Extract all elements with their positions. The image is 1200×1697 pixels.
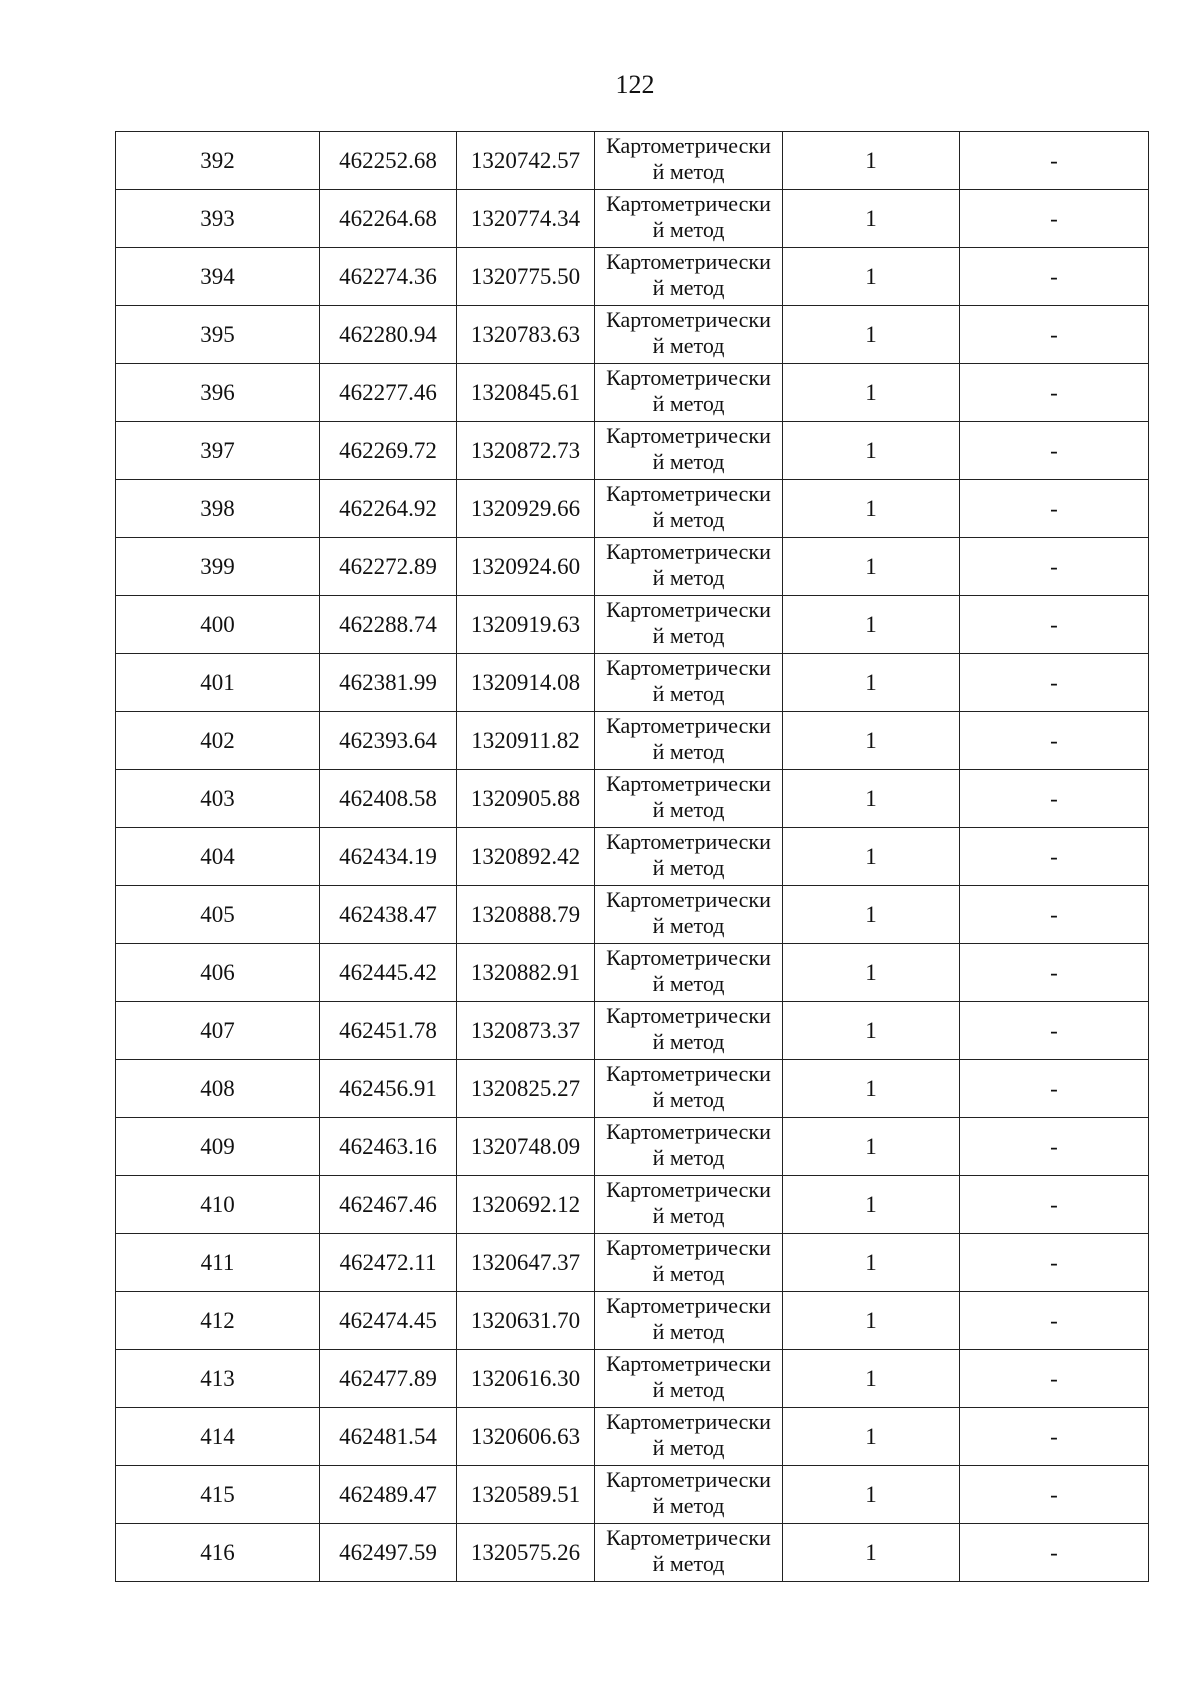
y-coordinate-cell: 1320589.51 [457, 1466, 595, 1524]
note-cell: - [960, 712, 1149, 770]
method-text-line-1: Картометрически [606, 481, 771, 506]
method-cell [595, 654, 783, 712]
method-text-line-2: й метод [652, 797, 725, 822]
x-coordinate-cell: 462252.68 [320, 132, 457, 190]
accuracy-cell: 1 [783, 1524, 960, 1582]
method-cell [595, 248, 783, 306]
method-cell [595, 1176, 783, 1234]
accuracy-cell: 1 [783, 306, 960, 364]
method-text-line-2: й метод [652, 739, 725, 764]
accuracy-cell: 1 [783, 770, 960, 828]
method-text-line-1: Картометрически [606, 1003, 771, 1028]
accuracy-cell: 1 [783, 190, 960, 248]
table-row [116, 1176, 1149, 1234]
point-number-cell: 394 [116, 248, 320, 306]
y-coordinate-cell: 1320748.09 [457, 1118, 595, 1176]
x-coordinate-cell: 462467.46 [320, 1176, 457, 1234]
method-text-line-1: Картометрически [606, 713, 771, 738]
y-coordinate-cell: 1320892.42 [457, 828, 595, 886]
point-number-cell: 401 [116, 654, 320, 712]
point-number-cell: 413 [116, 1350, 320, 1408]
x-coordinate-cell: 462408.58 [320, 770, 457, 828]
point-number-cell: 403 [116, 770, 320, 828]
point-number-cell: 416 [116, 1524, 320, 1582]
table-row [116, 1060, 1149, 1118]
table-row [116, 1350, 1149, 1408]
accuracy-cell: 1 [783, 480, 960, 538]
point-number-cell: 393 [116, 190, 320, 248]
point-number-cell: 404 [116, 828, 320, 886]
table-row [116, 1292, 1149, 1350]
point-number-cell: 399 [116, 538, 320, 596]
method-cell [595, 886, 783, 944]
note-cell: - [960, 422, 1149, 480]
method-cell [595, 944, 783, 1002]
note-cell: - [960, 132, 1149, 190]
accuracy-cell: 1 [783, 248, 960, 306]
point-number-cell: 409 [116, 1118, 320, 1176]
method-text-line-1: Картометрически [606, 1409, 771, 1434]
table-row [116, 480, 1149, 538]
y-coordinate-cell: 1320631.70 [457, 1292, 595, 1350]
coordinates-table [115, 131, 1149, 1582]
note-cell: - [960, 1408, 1149, 1466]
y-coordinate-cell: 1320924.60 [457, 538, 595, 596]
method-cell [595, 712, 783, 770]
x-coordinate-cell: 462451.78 [320, 1002, 457, 1060]
method-text-line-2: й метод [652, 1203, 725, 1228]
y-coordinate-cell: 1320774.34 [457, 190, 595, 248]
y-coordinate-cell: 1320775.50 [457, 248, 595, 306]
x-coordinate-cell: 462277.46 [320, 364, 457, 422]
table-row [116, 306, 1149, 364]
table-row [116, 364, 1149, 422]
x-coordinate-cell: 462477.89 [320, 1350, 457, 1408]
table-row [116, 1524, 1149, 1582]
x-coordinate-cell: 462264.68 [320, 190, 457, 248]
point-number-cell: 397 [116, 422, 320, 480]
method-text-line-2: й метод [652, 1087, 725, 1112]
method-text-line-1: Картометрически [606, 1351, 771, 1376]
method-text-line-1: Картометрически [606, 249, 771, 274]
table-row [116, 596, 1149, 654]
note-cell: - [960, 944, 1149, 1002]
note-cell: - [960, 538, 1149, 596]
method-text-line-1: Картометрически [606, 945, 771, 970]
note-cell: - [960, 1524, 1149, 1582]
method-cell [595, 596, 783, 654]
accuracy-cell: 1 [783, 654, 960, 712]
point-number-cell: 407 [116, 1002, 320, 1060]
method-cell [595, 1002, 783, 1060]
method-cell [595, 538, 783, 596]
method-text-line-1: Картометрически [606, 423, 771, 448]
method-cell [595, 306, 783, 364]
method-text-line-2: й метод [652, 1493, 725, 1518]
note-cell: - [960, 1466, 1149, 1524]
point-number-cell: 395 [116, 306, 320, 364]
accuracy-cell: 1 [783, 944, 960, 1002]
x-coordinate-cell: 462456.91 [320, 1060, 457, 1118]
method-cell [595, 1060, 783, 1118]
accuracy-cell: 1 [783, 1002, 960, 1060]
method-text-line-2: й метод [652, 159, 725, 184]
x-coordinate-cell: 462264.92 [320, 480, 457, 538]
method-text-line-2: й метод [652, 1435, 725, 1460]
point-number-cell: 405 [116, 886, 320, 944]
y-coordinate-cell: 1320929.66 [457, 480, 595, 538]
accuracy-cell: 1 [783, 538, 960, 596]
y-coordinate-cell: 1320888.79 [457, 886, 595, 944]
point-number-cell: 415 [116, 1466, 320, 1524]
table-row [116, 654, 1149, 712]
accuracy-cell: 1 [783, 596, 960, 654]
method-cell [595, 1118, 783, 1176]
method-text-line-1: Картометрически [606, 1525, 771, 1550]
method-text-line-2: й метод [652, 449, 725, 474]
method-text-line-2: й метод [652, 623, 725, 648]
x-coordinate-cell: 462280.94 [320, 306, 457, 364]
y-coordinate-cell: 1320825.27 [457, 1060, 595, 1118]
point-number-cell: 408 [116, 1060, 320, 1118]
note-cell: - [960, 1060, 1149, 1118]
method-text-line-1: Картометрически [606, 887, 771, 912]
method-text-line-2: й метод [652, 913, 725, 938]
method-text-line-1: Картометрически [606, 597, 771, 622]
method-cell [595, 364, 783, 422]
note-cell: - [960, 306, 1149, 364]
method-text-line-1: Картометрически [606, 1293, 771, 1318]
table-row [116, 538, 1149, 596]
table-row [116, 828, 1149, 886]
accuracy-cell: 1 [783, 1292, 960, 1350]
method-text-line-2: й метод [652, 217, 725, 242]
method-text-line-2: й метод [652, 333, 725, 358]
y-coordinate-cell: 1320872.73 [457, 422, 595, 480]
x-coordinate-cell: 462481.54 [320, 1408, 457, 1466]
method-text-line-1: Картометрически [606, 191, 771, 216]
y-coordinate-cell: 1320647.37 [457, 1234, 595, 1292]
table-row [116, 944, 1149, 1002]
point-number-cell: 410 [116, 1176, 320, 1234]
x-coordinate-cell: 462274.36 [320, 248, 457, 306]
table-row [116, 1002, 1149, 1060]
method-text-line-2: й метод [652, 855, 725, 880]
point-number-cell: 392 [116, 132, 320, 190]
accuracy-cell: 1 [783, 1118, 960, 1176]
x-coordinate-cell: 462472.11 [320, 1234, 457, 1292]
x-coordinate-cell: 462474.45 [320, 1292, 457, 1350]
x-coordinate-cell: 462393.64 [320, 712, 457, 770]
method-text-line-1: Картометрически [606, 133, 771, 158]
y-coordinate-cell: 1320845.61 [457, 364, 595, 422]
note-cell: - [960, 1176, 1149, 1234]
method-text-line-2: й метод [652, 275, 725, 300]
method-text-line-2: й метод [652, 1377, 725, 1402]
point-number-cell: 400 [116, 596, 320, 654]
y-coordinate-cell: 1320905.88 [457, 770, 595, 828]
y-coordinate-cell: 1320873.37 [457, 1002, 595, 1060]
accuracy-cell: 1 [783, 886, 960, 944]
table-body [116, 132, 1149, 1582]
method-text-line-1: Картометрически [606, 365, 771, 390]
method-cell [595, 1350, 783, 1408]
accuracy-cell: 1 [783, 422, 960, 480]
note-cell: - [960, 654, 1149, 712]
table-row [116, 1234, 1149, 1292]
y-coordinate-cell: 1320616.30 [457, 1350, 595, 1408]
point-number-cell: 406 [116, 944, 320, 1002]
table-row [116, 886, 1149, 944]
table-row [116, 712, 1149, 770]
method-text-line-1: Картометрически [606, 1235, 771, 1260]
x-coordinate-cell: 462288.74 [320, 596, 457, 654]
accuracy-cell: 1 [783, 364, 960, 422]
method-cell [595, 1234, 783, 1292]
point-number-cell: 411 [116, 1234, 320, 1292]
table-row [116, 422, 1149, 480]
x-coordinate-cell: 462463.16 [320, 1118, 457, 1176]
note-cell: - [960, 828, 1149, 886]
accuracy-cell: 1 [783, 1350, 960, 1408]
accuracy-cell: 1 [783, 1176, 960, 1234]
method-text-line-1: Картометрически [606, 1119, 771, 1144]
table-row [116, 132, 1149, 190]
accuracy-cell: 1 [783, 132, 960, 190]
method-text-line-2: й метод [652, 971, 725, 996]
x-coordinate-cell: 462489.47 [320, 1466, 457, 1524]
method-text-line-1: Картометрически [606, 1061, 771, 1086]
accuracy-cell: 1 [783, 1466, 960, 1524]
method-text-line-2: й метод [652, 1145, 725, 1170]
x-coordinate-cell: 462497.59 [320, 1524, 457, 1582]
note-cell: - [960, 1002, 1149, 1060]
note-cell: - [960, 1118, 1149, 1176]
method-cell [595, 770, 783, 828]
note-cell: - [960, 190, 1149, 248]
note-cell: - [960, 480, 1149, 538]
y-coordinate-cell: 1320692.12 [457, 1176, 595, 1234]
point-number-cell: 396 [116, 364, 320, 422]
note-cell: - [960, 1292, 1149, 1350]
y-coordinate-cell: 1320919.63 [457, 596, 595, 654]
method-text-line-1: Картометрически [606, 771, 771, 796]
y-coordinate-cell: 1320575.26 [457, 1524, 595, 1582]
note-cell: - [960, 886, 1149, 944]
accuracy-cell: 1 [783, 1234, 960, 1292]
method-text-line-1: Картометрически [606, 1177, 771, 1202]
x-coordinate-cell: 462445.42 [320, 944, 457, 1002]
accuracy-cell: 1 [783, 828, 960, 886]
y-coordinate-cell: 1320882.91 [457, 944, 595, 1002]
method-text-line-2: й метод [652, 681, 725, 706]
table-row [116, 1466, 1149, 1524]
table-row [116, 190, 1149, 248]
method-text-line-2: й метод [652, 1319, 725, 1344]
table-row [116, 1408, 1149, 1466]
note-cell: - [960, 1234, 1149, 1292]
method-cell [595, 422, 783, 480]
method-text-line-2: й метод [652, 1551, 725, 1576]
accuracy-cell: 1 [783, 712, 960, 770]
method-text-line-1: Картометрически [606, 307, 771, 332]
method-text-line-1: Картометрически [606, 539, 771, 564]
note-cell: - [960, 770, 1149, 828]
table-row [116, 1118, 1149, 1176]
y-coordinate-cell: 1320606.63 [457, 1408, 595, 1466]
method-cell [595, 1466, 783, 1524]
note-cell: - [960, 364, 1149, 422]
method-text-line-1: Картометрически [606, 655, 771, 680]
point-number-cell: 414 [116, 1408, 320, 1466]
x-coordinate-cell: 462438.47 [320, 886, 457, 944]
method-text-line-2: й метод [652, 391, 725, 416]
y-coordinate-cell: 1320783.63 [457, 306, 595, 364]
method-cell [595, 828, 783, 886]
method-text-line-2: й метод [652, 1261, 725, 1286]
table-row [116, 248, 1149, 306]
point-number-cell: 412 [116, 1292, 320, 1350]
point-number-cell: 402 [116, 712, 320, 770]
x-coordinate-cell: 462381.99 [320, 654, 457, 712]
x-coordinate-cell: 462434.19 [320, 828, 457, 886]
accuracy-cell: 1 [783, 1408, 960, 1466]
table-row [116, 770, 1149, 828]
method-cell [595, 1408, 783, 1466]
note-cell: - [960, 596, 1149, 654]
method-text-line-1: Картометрически [606, 1467, 771, 1492]
method-cell [595, 1292, 783, 1350]
method-text-line-2: й метод [652, 1029, 725, 1054]
y-coordinate-cell: 1320914.08 [457, 654, 595, 712]
method-cell [595, 480, 783, 538]
method-text-line-2: й метод [652, 565, 725, 590]
method-text-line-1: Картометрически [606, 829, 771, 854]
y-coordinate-cell: 1320911.82 [457, 712, 595, 770]
note-cell: - [960, 248, 1149, 306]
x-coordinate-cell: 462272.89 [320, 538, 457, 596]
y-coordinate-cell: 1320742.57 [457, 132, 595, 190]
method-text-line-2: й метод [652, 507, 725, 532]
x-coordinate-cell: 462269.72 [320, 422, 457, 480]
method-cell [595, 190, 783, 248]
method-cell [595, 132, 783, 190]
method-cell [595, 1524, 783, 1582]
note-cell: - [960, 1350, 1149, 1408]
point-number-cell: 398 [116, 480, 320, 538]
accuracy-cell: 1 [783, 1060, 960, 1118]
page-number: 122 [615, 70, 655, 99]
